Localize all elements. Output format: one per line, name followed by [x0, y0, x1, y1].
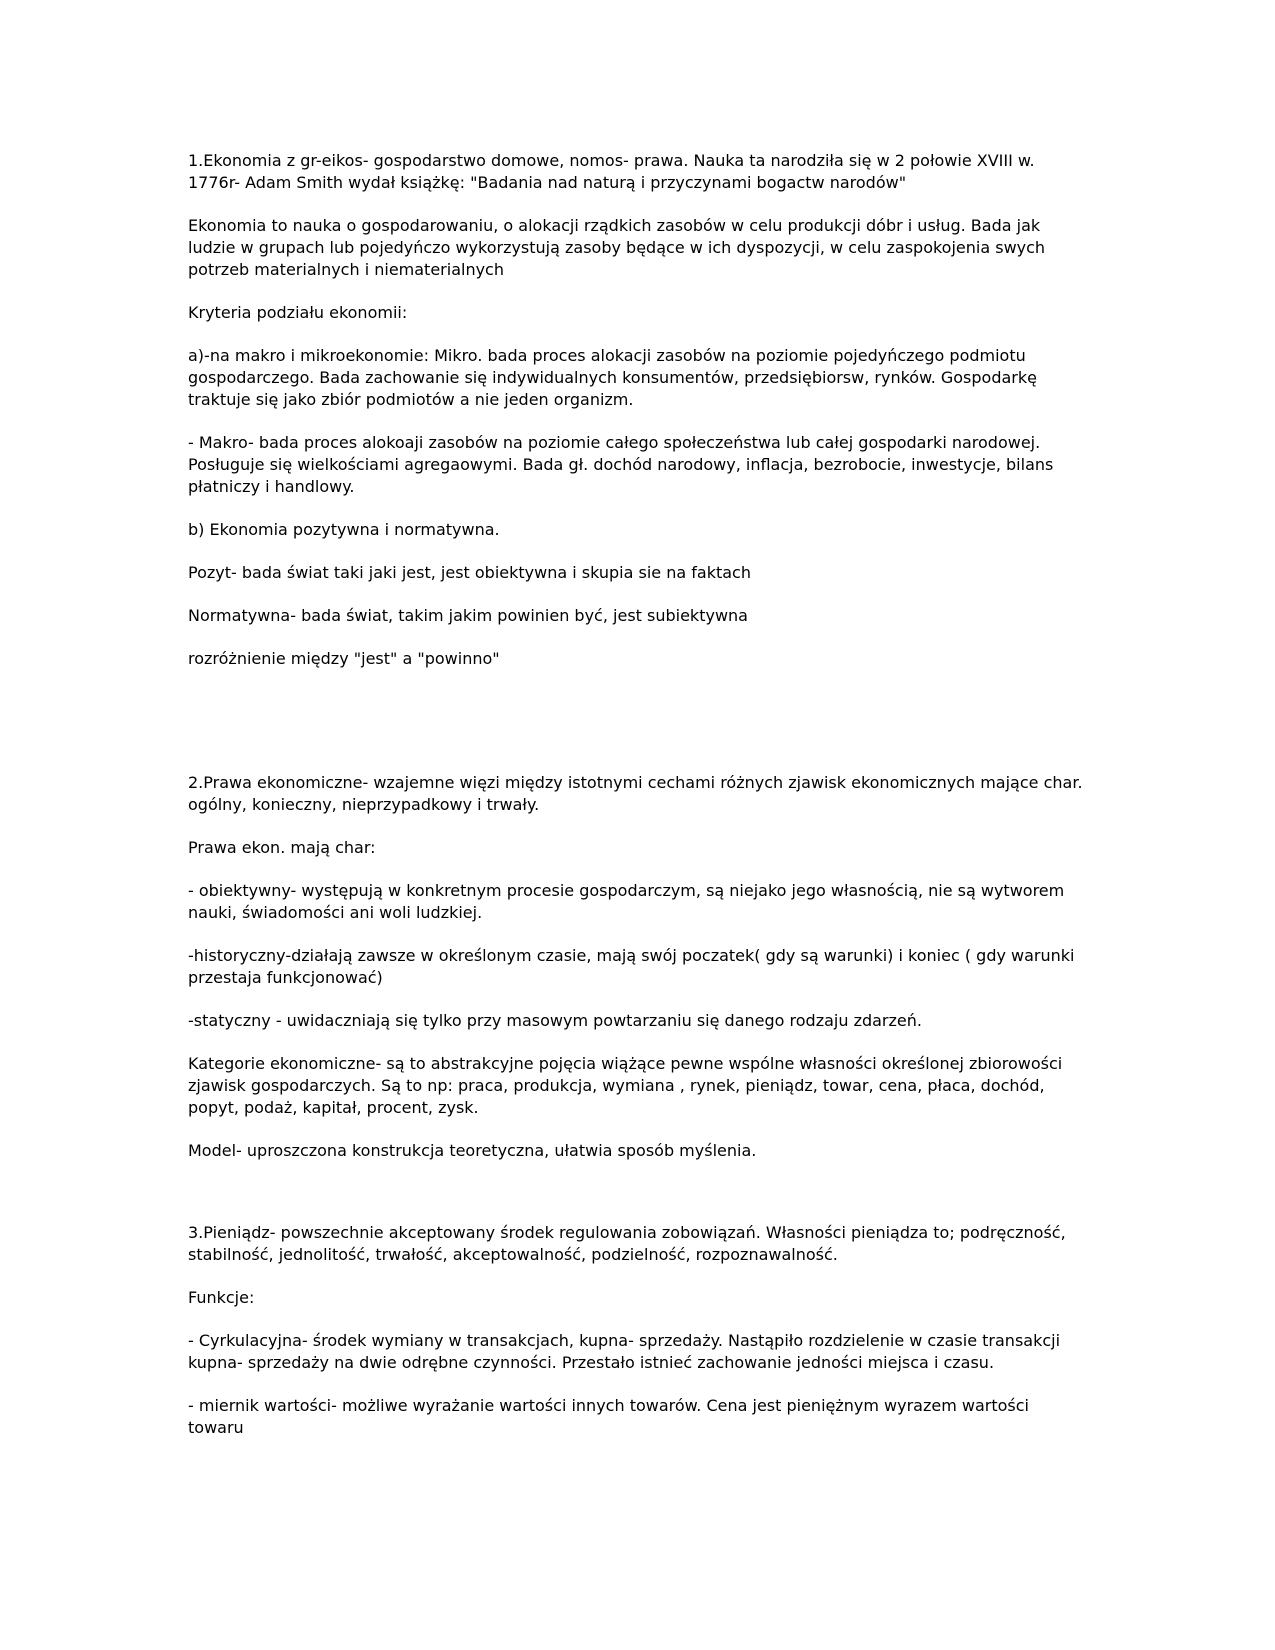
section2-paragraph-2: Prawa ekon. mają char: — [188, 838, 376, 857]
section2-paragraph-1: 2.Prawa ekonomiczne- wzajemne więzi między istotnymi cechami różnych zjawisk ekonomicznych mające char. ogólny, konieczny, nieprzypadkowy i trwały. — [188, 773, 1083, 814]
section2-paragraph-5: -statyczny - uwidaczniają się tylko przy masowym powtarzaniu się danego rodzaju zdarzeń. — [188, 1011, 922, 1030]
section1-paragraph-7: Pozyt- bada świat taki jaki jest, jest obiektywna i skupia sie na faktach — [188, 563, 751, 582]
section1-paragraph-3: Kryteria podziału ekonomii: — [188, 303, 408, 322]
section1-paragraph-6: b) Ekonomia pozytywna i normatywna. — [188, 520, 500, 539]
document-body — [188, 150, 1088, 1460]
section1-paragraph-2: Ekonomia to nauka o gospodarowaniu, o alokacji rządkich zasobów w celu produkcji dóbr i usług. Bada jak ludzie w grupach lub pojedyńczo wykorzystują zasoby będące w ich dyspozycji, w celu zaspokojenia swych potrzeb materialnych i niematerialnych — [188, 216, 1046, 279]
section1-paragraph-4: a)-na makro i mikroekonomie: Mikro. bada proces alokacji zasobów na poziomie pojedyńczego podmiotu gospodarczego. Bada zachowanie się indywidualnych konsumentów, przedsiębiorsw, rynków. Gospodarkę traktuje się jako zbiór podmiotów a nie jeden organizm. — [188, 346, 1037, 409]
section1-paragraph-8: Normatywna- bada świat, takim jakim powinien być, jest subiektywna — [188, 606, 748, 625]
section2-paragraph-7: Model- uproszczona konstrukcja teoretyczna, ułatwia sposób myślenia. — [188, 1141, 757, 1160]
section2-paragraph-6: Kategorie ekonomiczne- są to abstrakcyjne pojęcia wiążące pewne wspólne własności określonej zbiorowości zjawisk gospodarczych. Są to np: praca, produkcja, wymiana , rynek, pieniądz, towar, cena, płaca, dochód, popyt, podaż, kapitał, procent, zysk. — [188, 1054, 1063, 1117]
section1-paragraph-1: 1.Ekonomia z gr-eikos- gospodarstwo domowe, nomos- prawa. Nauka ta narodziła się w 2 połowie XVIII w. 1776r- Adam Smith wydał książkę: "Badania nad naturą i przyczynami bogactw narodów" — [188, 151, 1035, 192]
section-spacer — [188, 1183, 1088, 1222]
section1-paragraph-5: - Makro- bada proces alokoaji zasobów na poziomie całego społeczeństwa lub całej gospodarki narodowej. Posługuje się wielkościami agregaowymi. Bada gł. dochód narodowy, inflacja, bezrobocie, inwestycje, bilans płatniczy i handlowy. — [188, 433, 1054, 496]
section1-paragraph-9: rozróżnienie między "jest" a "powinno" — [188, 649, 500, 668]
section3-paragraph-4: - miernik wartości- możliwe wyrażanie wartości innych towarów. Cena jest pieniężnym wyrazem wartości towaru — [188, 1396, 1029, 1437]
section3-paragraph-1: 3.Pieniądz- powszechnie akceptowany środek regulowania zobowiązań. Własności pieniądza to; podręczność, stabilność, jednolitość, trwałość, akceptowalność, podzielność, rozpoznawalność. — [188, 1223, 1066, 1264]
section2-paragraph-4: -historyczny-działają zawsze w określonym czasie, mają swój poczatek( gdy są warunki) i koniec ( gdy warunki przestaja funkcjonować) — [188, 946, 1075, 987]
section3-paragraph-3: - Cyrkulacyjna- środek wymiany w transakcjach, kupna- sprzedaży. Nastąpiło rozdzielenie w czasie transakcji kupna- sprzedaży na dwie odrębne czynności. Przestało istnieć zachowanie jedności miejsca i czasu. — [188, 1331, 1061, 1372]
section2-paragraph-3: - obiektywny- występują w konkretnym procesie gospodarczym, są niejako jego własnością, nie są wytworem nauki, świadomości ani woli ludzkiej. — [188, 881, 1065, 922]
section-spacer — [188, 691, 1088, 772]
section3-paragraph-2: Funkcje: — [188, 1288, 255, 1307]
